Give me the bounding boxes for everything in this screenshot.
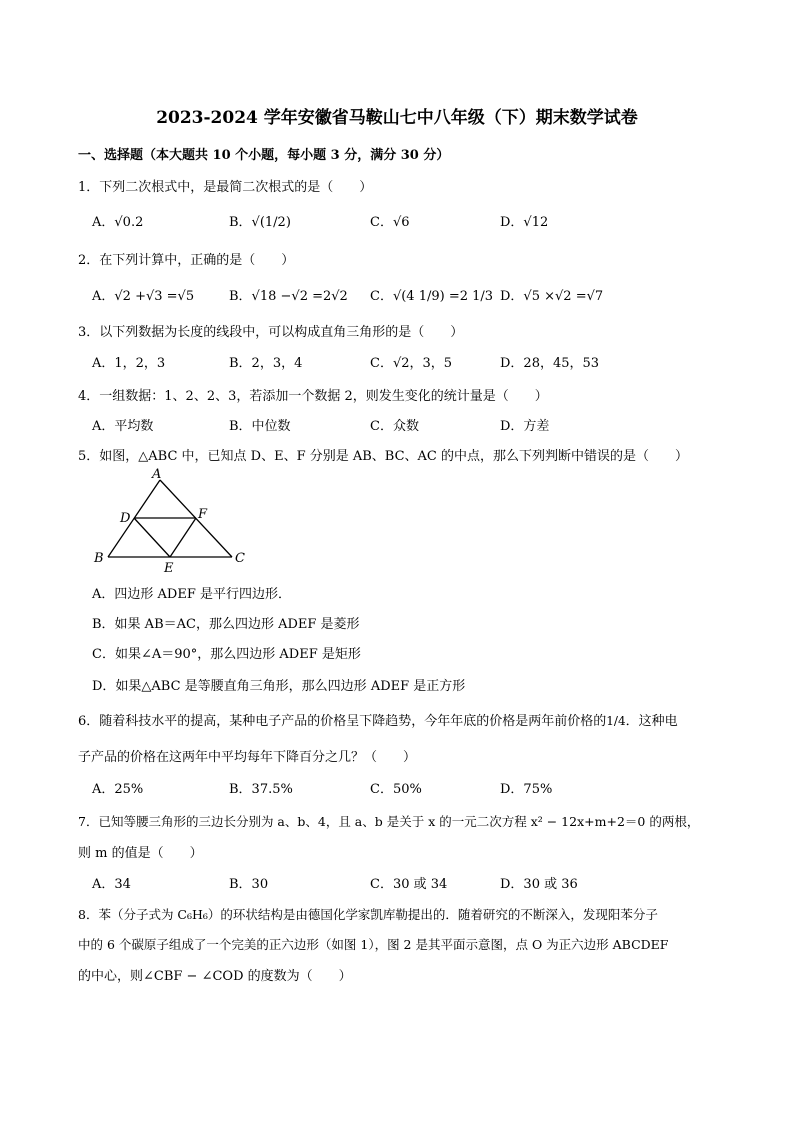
q3-option-d: D．28，45，53 <box>500 356 600 371</box>
question-8-line-3: 的中心，则∠CBF − ∠COD 的度数为（ ） <box>78 969 352 984</box>
question-7-line-1: 7．已知等腰三角形的三边长分别为 a、b、4，且 a、b 是关于 x 的一元二次方程 x² − 12x+m+2＝0 的两根， <box>78 814 700 829</box>
q7-option-d: D．30 或 36 <box>500 877 578 892</box>
q2-option-b: B．√18 −√2 =2√2 <box>229 289 348 304</box>
label-f: F <box>198 507 208 522</box>
q2-option-d: D．√5 ×√2 =√7 <box>500 289 604 304</box>
q4-option-d: D．方差 <box>500 419 550 434</box>
q1-option-b: B．√(1/2) <box>229 215 291 230</box>
question-4: 4．一组数据：1、2、2、3，若添加一个数据 2，则发生变化的统计量是（ ） <box>78 389 548 404</box>
q3-option-b: B．2，3，4 <box>229 356 303 371</box>
q1-option-d: D．√12 <box>500 215 549 230</box>
q6-option-b: B．37.5% <box>229 782 293 797</box>
q3-option-c: C．√2，3，5 <box>370 356 453 371</box>
question-2: 2．在下列计算中，正确的是（ ） <box>78 253 295 268</box>
segment-de <box>134 518 170 557</box>
segment-ef <box>170 518 196 557</box>
section-heading: 一、选择题（本大题共 10 个小题，每小题 3 分，满分 30 分） <box>78 148 450 163</box>
q6-text-end: ．这种电 <box>625 714 678 729</box>
question-8-line-1: 8．苯（分子式为 C₆H₆）的环状结构是由德国化学家凯库勒提出的．随着研究的不断深入，发现阳苯分子 <box>78 907 658 922</box>
q6-option-c: C．50% <box>370 782 422 797</box>
q6-option-d: D．75% <box>500 782 553 797</box>
q6-option-a: A．25% <box>92 782 144 797</box>
question-3: 3．以下列数据为长度的线段中，可以构成直角三角形的是（ ） <box>78 325 464 340</box>
q2-option-a: A．√2 +√3 =√5 <box>92 289 195 304</box>
q4-option-c: C．众数 <box>370 419 419 434</box>
question-8-line-2: 中的 6 个碳原子组成了一个完美的正六边形（如图 1），图 2 是其平面示意图，点 O 为正六边形 ABCDEF <box>78 937 669 952</box>
triangle-figure <box>88 466 258 576</box>
label-a: A <box>152 467 162 482</box>
q5-option-b: B．如果 AB＝AC，那么四边形 ADEF 是菱形 <box>92 617 360 632</box>
question-6-line-1 <box>78 710 678 729</box>
q5-option-a: A．四边形 ADEF 是平行四边形． <box>92 587 291 602</box>
label-d: D <box>120 511 131 526</box>
question-1: 1．下列二次根式中，是最简二次根式的是（ ） <box>78 180 373 195</box>
question-5: 5．如图，△ABC 中，已知点 D、E、F 分别是 AB、BC、AC 的中点，那么下列判断中错误的是（ ） <box>78 449 689 464</box>
q3-option-a: A．1，2，3 <box>92 356 166 371</box>
question-7-line-2: 则 m 的值是（ ） <box>78 846 203 861</box>
q7-option-a: A．34 <box>92 877 131 892</box>
question-6-line-2: 子产品的价格在这两年中平均每年下降百分之几？（ ） <box>78 750 417 765</box>
q1-option-c: C．√6 <box>370 215 410 230</box>
page-title: 2023-2024 学年安徽省马鞍山七中八年级（下）期末数学试卷 <box>156 108 638 128</box>
label-e: E <box>164 561 174 576</box>
q7-option-c: C．30 或 34 <box>370 877 448 892</box>
q4-option-b: B．中位数 <box>229 419 291 434</box>
label-c: C <box>235 551 245 566</box>
q6-fraction: 1/4 <box>606 714 626 728</box>
q5-option-c: C．如果∠A＝90°，那么四边形 ADEF 是矩形 <box>92 647 361 662</box>
q4-option-a: A．平均数 <box>92 419 154 434</box>
label-b: B <box>94 551 104 566</box>
q5-option-d: D．如果△ABC 是等腰直角三角形，那么四边形 ADEF 是正方形 <box>92 679 466 694</box>
q6-text-start: 6．随着科技水平的提高，某种电子产品的价格呈下降趋势，今年年底的价格是两年前价格的 <box>78 714 607 729</box>
q7-option-b: B．30 <box>229 877 269 892</box>
q2-option-c: C．√(4 1/9) =2 1/3 <box>370 289 494 304</box>
q1-option-a: A．√0.2 <box>92 215 144 230</box>
